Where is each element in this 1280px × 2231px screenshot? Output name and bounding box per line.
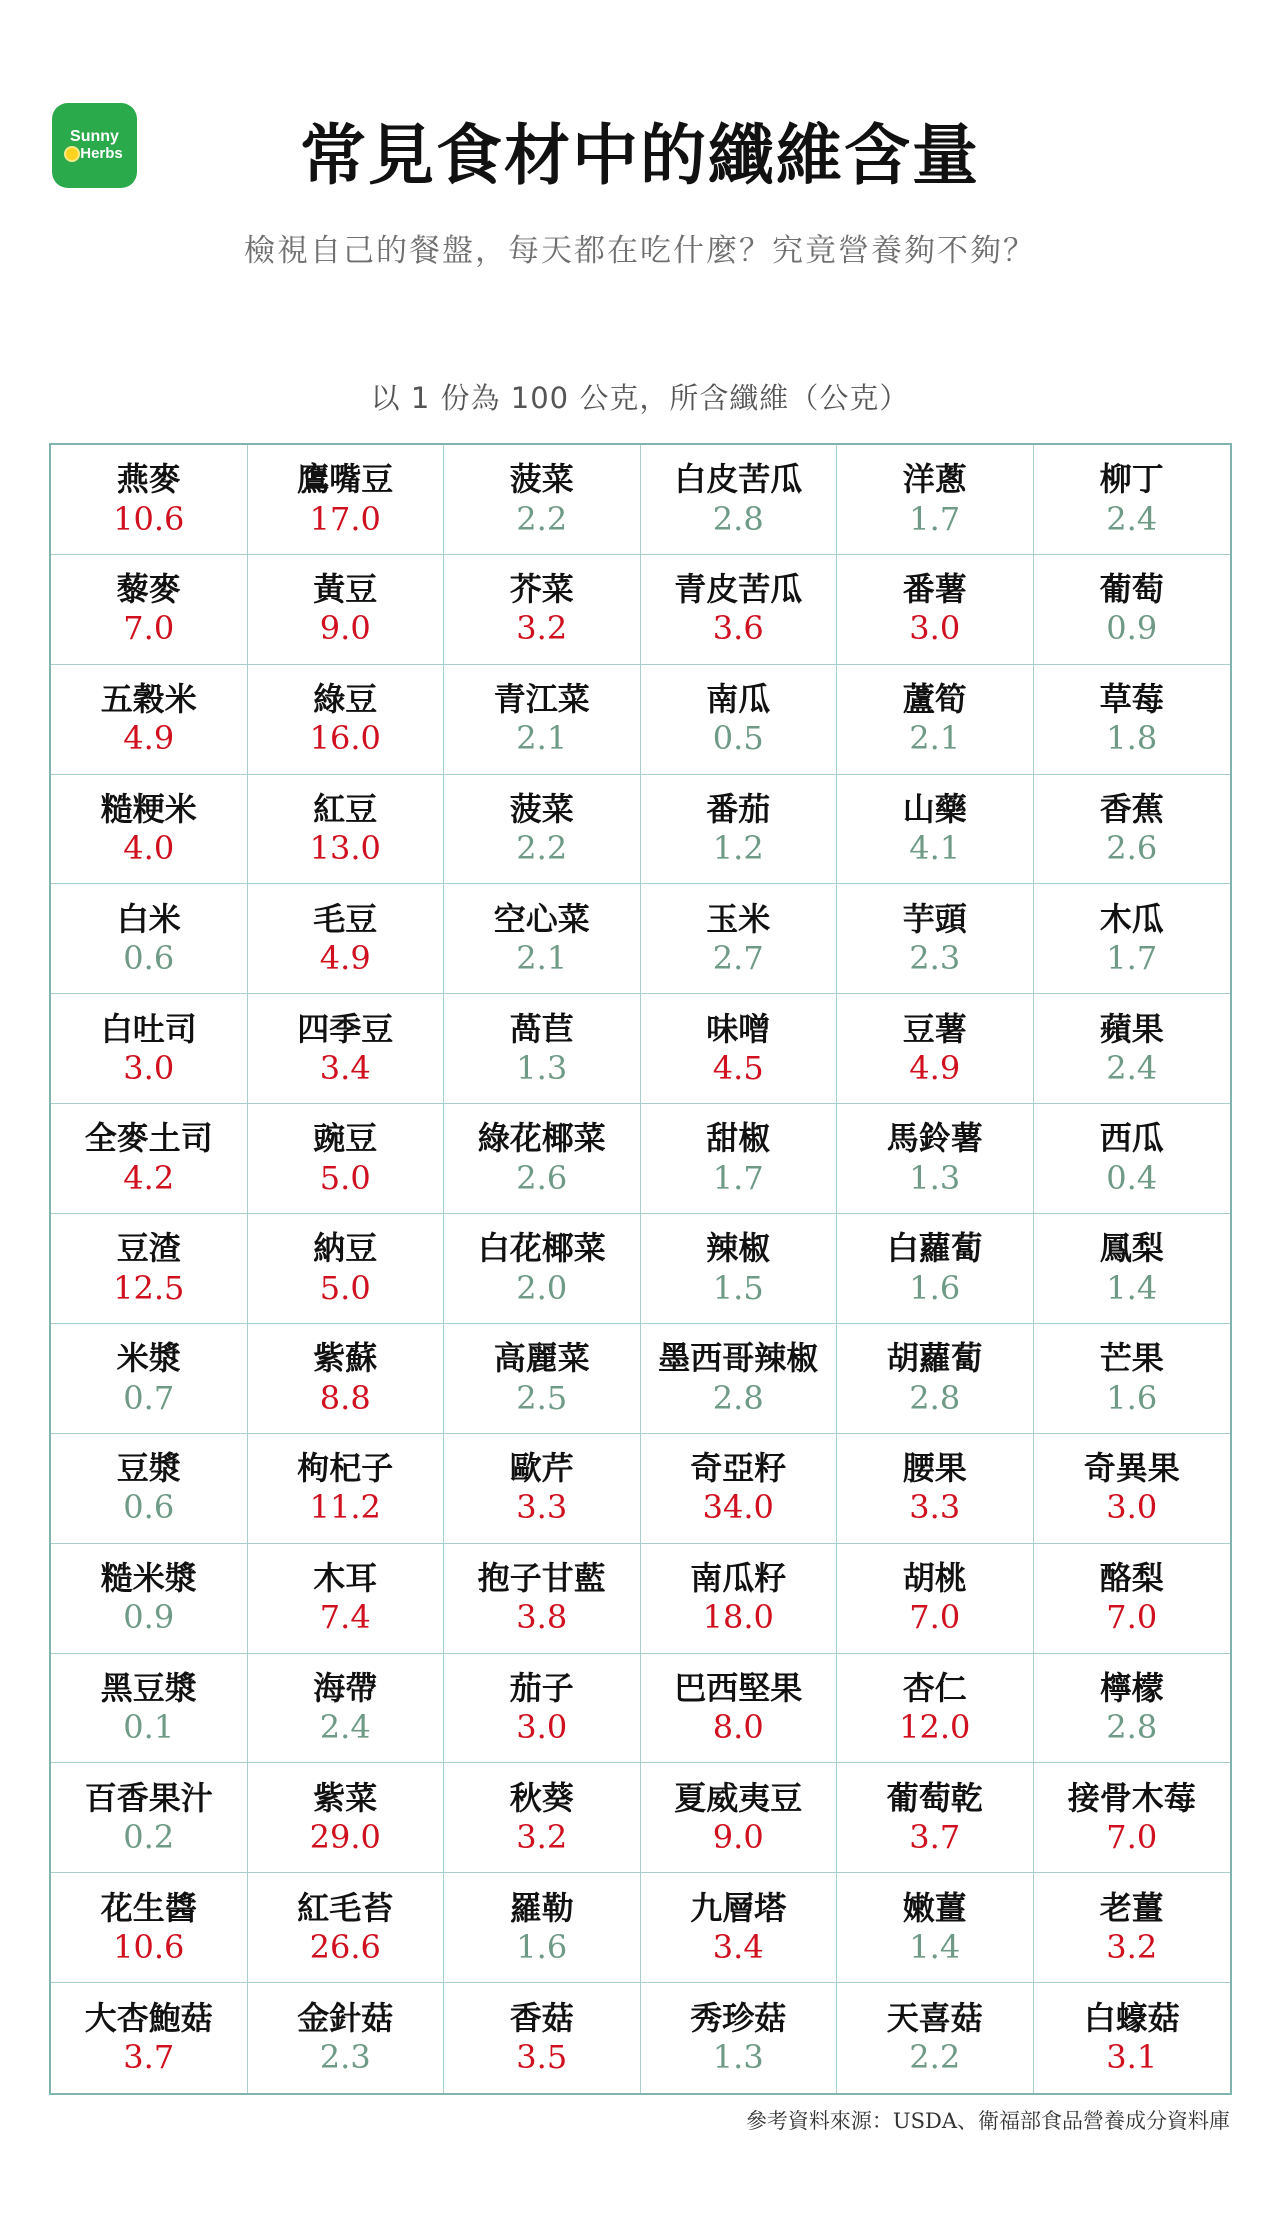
food-cell: [1034, 1654, 1231, 1764]
food-cell: [444, 884, 641, 994]
food-name: 菠菜: [509, 789, 574, 828]
food-name: 夏威夷豆: [674, 1778, 803, 1817]
food-name: 木瓜: [1099, 899, 1164, 938]
food-cell: [837, 665, 1034, 775]
food-cell: [248, 1544, 445, 1654]
food-cell: [641, 1104, 838, 1214]
food-name: 番薯: [902, 570, 967, 609]
fiber-value: 34.0: [702, 1488, 774, 1527]
food-cell: [51, 665, 248, 775]
fiber-value: 10.6: [113, 1927, 185, 1966]
food-cell: [1034, 1873, 1231, 1983]
fiber-value: 2.4: [1106, 1048, 1158, 1087]
food-name: 西瓜: [1099, 1119, 1164, 1158]
table-caption: 以 1 份為 100 公克，所含纖維（公克）: [370, 381, 910, 415]
fiber-table: [49, 443, 1232, 2095]
food-name: 草莓: [1099, 679, 1164, 718]
fiber-value: 3.1: [1106, 2038, 1158, 2077]
food-name: 豆薯: [902, 1009, 967, 1048]
fiber-value: 12.5: [113, 1268, 185, 1307]
fiber-value: 3.0: [1106, 1488, 1158, 1527]
food-name: 奇異果: [1083, 1449, 1180, 1488]
food-name: 白蘿蔔: [886, 1229, 983, 1268]
fiber-value: 3.3: [909, 1488, 961, 1527]
fiber-value: 5.0: [319, 1158, 371, 1197]
food-name: 香菇: [509, 1998, 574, 2037]
fiber-value: 4.2: [123, 1158, 175, 1197]
fiber-value: 0.6: [123, 939, 175, 978]
food-cell: [1034, 665, 1231, 775]
food-cell: [444, 1873, 641, 1983]
food-name: 白米: [116, 899, 181, 938]
food-cell: [1034, 1324, 1231, 1434]
fiber-value: 1.6: [1106, 1378, 1158, 1417]
fiber-value: 1.4: [909, 1927, 961, 1966]
fiber-value: 2.4: [319, 1708, 371, 1747]
food-name: 木耳: [313, 1558, 378, 1597]
food-cell: [444, 1104, 641, 1214]
fiber-value: 2.6: [516, 1158, 568, 1197]
food-name: 豆漿: [116, 1449, 181, 1488]
food-cell: [248, 1104, 445, 1214]
food-name: 白蠔菇: [1083, 1998, 1180, 2037]
food-name: 南瓜: [706, 679, 771, 718]
fiber-value: 4.9: [909, 1048, 961, 1087]
fiber-value: 1.3: [516, 1048, 568, 1087]
food-name: 檸檬: [1099, 1668, 1164, 1707]
food-cell: [51, 445, 248, 555]
food-cell: [837, 1983, 1034, 2093]
food-cell: [1034, 445, 1231, 555]
food-name: 抱子甘藍: [477, 1558, 606, 1597]
food-name: 萵苣: [509, 1009, 574, 1048]
food-name: 奇亞籽: [690, 1449, 787, 1488]
food-name: 老薑: [1099, 1888, 1164, 1927]
food-name: 五穀米: [100, 679, 197, 718]
food-cell: [444, 1763, 641, 1873]
food-cell: [641, 445, 838, 555]
food-cell: [444, 1324, 641, 1434]
food-cell: [641, 1983, 838, 2093]
food-cell: [51, 555, 248, 665]
food-name: 山藥: [902, 789, 967, 828]
food-cell: [248, 445, 445, 555]
fiber-value: 1.5: [712, 1268, 764, 1307]
fiber-value: 13.0: [309, 829, 381, 868]
fiber-value: 1.3: [909, 1158, 961, 1197]
fiber-value: 2.8: [712, 1378, 764, 1417]
fiber-value: 18.0: [702, 1598, 774, 1637]
food-cell: [444, 1983, 641, 2093]
food-name: 洋蔥: [902, 460, 967, 499]
fiber-value: 0.1: [123, 1708, 175, 1747]
food-name: 味噌: [706, 1009, 771, 1048]
food-cell: [51, 1983, 248, 2093]
fiber-value: 4.0: [123, 829, 175, 868]
food-cell: [641, 884, 838, 994]
food-cell: [1034, 994, 1231, 1104]
source-note: 參考資料來源：USDA、衛福部食品營養成分資料庫: [745, 2109, 1230, 2133]
food-name: 歐芹: [509, 1449, 574, 1488]
food-name: 紅豆: [313, 789, 378, 828]
fiber-value: 8.0: [712, 1708, 764, 1747]
fiber-value: 11.2: [309, 1488, 381, 1527]
page-subtitle: 檢視自己的餐盤，每天都在吃什麼？究竟營養夠不夠？: [244, 233, 1036, 269]
food-name: 南瓜籽: [690, 1558, 787, 1597]
food-name: 白皮苦瓜: [674, 460, 803, 499]
food-cell: [837, 1544, 1034, 1654]
food-name: 百香果汁: [84, 1778, 213, 1817]
food-name: 胡蘿蔔: [886, 1339, 983, 1378]
food-cell: [51, 1873, 248, 1983]
food-cell: [1034, 1434, 1231, 1544]
fiber-value: 1.3: [712, 2038, 764, 2077]
food-name: 金針菇: [297, 1998, 394, 2037]
food-cell: [641, 994, 838, 1104]
food-cell: [1034, 1214, 1231, 1324]
food-cell: [51, 884, 248, 994]
fiber-value: 3.7: [909, 1818, 961, 1857]
food-cell: [444, 445, 641, 555]
food-cell: [1034, 775, 1231, 885]
fiber-value: 0.9: [123, 1598, 175, 1637]
fiber-value: 3.6: [712, 609, 764, 648]
food-name: 酪梨: [1099, 1558, 1164, 1597]
food-name: 花生醬: [100, 1888, 197, 1927]
food-name: 天喜菇: [886, 1998, 983, 2037]
food-cell: [444, 665, 641, 775]
fiber-value: 7.0: [909, 1598, 961, 1637]
food-name: 青江菜: [493, 679, 590, 718]
fiber-value: 2.8: [909, 1378, 961, 1417]
food-cell: [248, 884, 445, 994]
food-name: 玉米: [706, 899, 771, 938]
fiber-value: 2.2: [909, 2038, 961, 2077]
food-name: 九層塔: [690, 1888, 787, 1927]
food-cell: [837, 1104, 1034, 1214]
fiber-value: 7.0: [123, 609, 175, 648]
fiber-value: 10.6: [113, 499, 185, 538]
fiber-value: 8.8: [319, 1378, 371, 1417]
food-name: 紫蘇: [313, 1339, 378, 1378]
food-name: 納豆: [313, 1229, 378, 1268]
food-cell: [837, 1434, 1034, 1544]
fiber-value: 2.3: [319, 2038, 371, 2077]
food-name: 白花椰菜: [477, 1229, 606, 1268]
food-name: 紫菜: [313, 1778, 378, 1817]
food-cell: [641, 1763, 838, 1873]
fiber-value: 0.2: [123, 1818, 175, 1857]
food-cell: [1034, 555, 1231, 665]
food-cell: [51, 1544, 248, 1654]
fiber-value: 2.1: [516, 939, 568, 978]
fiber-value: 0.4: [1106, 1158, 1158, 1197]
food-name: 馬鈴薯: [886, 1119, 983, 1158]
fiber-value: 3.7: [123, 2038, 175, 2077]
food-name: 燕麥: [116, 460, 181, 499]
food-cell: [641, 555, 838, 665]
food-name: 腰果: [902, 1449, 967, 1488]
food-name: 全麥土司: [84, 1119, 213, 1158]
food-cell: [837, 1763, 1034, 1873]
fiber-value: 2.7: [712, 939, 764, 978]
food-cell: [1034, 1763, 1231, 1873]
fiber-value: 3.4: [712, 1927, 764, 1966]
fiber-value: 1.7: [1106, 939, 1158, 978]
fiber-value: 7.0: [1106, 1818, 1158, 1857]
food-name: 綠豆: [313, 679, 378, 718]
food-cell: [641, 1544, 838, 1654]
food-cell: [837, 1324, 1034, 1434]
food-name: 空心菜: [493, 899, 590, 938]
fiber-value: 3.4: [319, 1048, 371, 1087]
food-cell: [248, 1434, 445, 1544]
food-cell: [51, 1214, 248, 1324]
food-cell: [1034, 1544, 1231, 1654]
fiber-value: 4.1: [909, 829, 961, 868]
food-cell: [641, 1324, 838, 1434]
food-name: 蘆筍: [902, 679, 967, 718]
food-name: 枸杞子: [297, 1449, 394, 1488]
logo-text-line2: Herbs: [80, 145, 123, 163]
food-cell: [248, 1324, 445, 1434]
food-name: 青皮苦瓜: [674, 570, 803, 609]
food-cell: [51, 1654, 248, 1764]
food-cell: [51, 1763, 248, 1873]
food-name: 高麗菜: [493, 1339, 590, 1378]
food-cell: [641, 1434, 838, 1544]
food-name: 白吐司: [100, 1009, 197, 1048]
food-cell: [444, 1654, 641, 1764]
food-cell: [837, 775, 1034, 885]
food-cell: [837, 884, 1034, 994]
fiber-value: 2.4: [1106, 499, 1158, 538]
food-name: 四季豆: [297, 1009, 394, 1048]
food-name: 豌豆: [313, 1119, 378, 1158]
food-name: 米漿: [116, 1339, 181, 1378]
food-cell: [641, 665, 838, 775]
fiber-value: 2.2: [516, 829, 568, 868]
fiber-value: 17.0: [309, 499, 381, 538]
fiber-value: 2.5: [516, 1378, 568, 1417]
food-name: 秋葵: [509, 1778, 574, 1817]
food-name: 菠菜: [509, 460, 574, 499]
food-name: 糙粳米: [100, 789, 197, 828]
food-name: 毛豆: [313, 899, 378, 938]
fiber-value: 2.6: [1106, 829, 1158, 868]
food-cell: [51, 1434, 248, 1544]
fiber-value: 1.7: [712, 1158, 764, 1197]
fiber-value: 7.0: [1106, 1598, 1158, 1637]
food-name: 甜椒: [706, 1119, 771, 1158]
fiber-value: 0.9: [1106, 609, 1158, 648]
fiber-value: 1.7: [909, 499, 961, 538]
food-name: 鷹嘴豆: [297, 460, 394, 499]
food-name: 胡桃: [902, 1558, 967, 1597]
food-cell: [641, 1214, 838, 1324]
food-name: 豆渣: [116, 1229, 181, 1268]
food-name: 鳳梨: [1099, 1229, 1164, 1268]
food-name: 芋頭: [902, 899, 967, 938]
fiber-value: 1.2: [712, 829, 764, 868]
food-cell: [444, 1434, 641, 1544]
fiber-value: 0.7: [123, 1378, 175, 1417]
food-cell: [837, 1214, 1034, 1324]
food-cell: [248, 1983, 445, 2093]
fiber-value: 3.2: [516, 609, 568, 648]
fiber-value: 3.0: [516, 1708, 568, 1747]
food-cell: [248, 665, 445, 775]
fiber-value: 1.4: [1106, 1268, 1158, 1307]
food-cell: [444, 775, 641, 885]
food-cell: [248, 555, 445, 665]
food-cell: [248, 1214, 445, 1324]
fiber-value: 29.0: [309, 1818, 381, 1857]
food-cell: [444, 555, 641, 665]
food-cell: [1034, 1983, 1231, 2093]
food-cell: [641, 1654, 838, 1764]
food-cell: [641, 1873, 838, 1983]
food-name: 柳丁: [1099, 460, 1164, 499]
food-name: 糙米漿: [100, 1558, 197, 1597]
fiber-value: 2.3: [909, 939, 961, 978]
fiber-value: 2.8: [1106, 1708, 1158, 1747]
fiber-value: 2.0: [516, 1268, 568, 1307]
food-name: 芥菜: [509, 570, 574, 609]
food-cell: [641, 775, 838, 885]
food-name: 香蕉: [1099, 789, 1164, 828]
fiber-value: 3.3: [516, 1488, 568, 1527]
food-cell: [837, 1654, 1034, 1764]
food-cell: [51, 1324, 248, 1434]
fiber-value: 1.6: [516, 1927, 568, 1966]
food-name: 綠花椰菜: [477, 1119, 606, 1158]
fiber-value: 9.0: [319, 609, 371, 648]
food-cell: [51, 775, 248, 885]
fiber-value: 3.0: [123, 1048, 175, 1087]
fiber-value: 5.0: [319, 1268, 371, 1307]
food-cell: [444, 1544, 641, 1654]
food-cell: [837, 1873, 1034, 1983]
food-cell: [248, 775, 445, 885]
page-title: 常見食材中的纖維含量: [300, 117, 980, 194]
food-name: 葡萄: [1099, 570, 1164, 609]
food-name: 接骨木莓: [1067, 1778, 1196, 1817]
food-cell: [248, 1763, 445, 1873]
food-name: 紅毛苔: [297, 1888, 394, 1927]
fiber-value: 26.6: [309, 1927, 381, 1966]
fiber-value: 9.0: [712, 1818, 764, 1857]
fiber-value: 2.2: [516, 499, 568, 538]
fiber-value: 3.0: [909, 609, 961, 648]
fiber-value: 7.4: [319, 1598, 371, 1637]
food-name: 番茄: [706, 789, 771, 828]
food-name: 杏仁: [902, 1668, 967, 1707]
food-cell: [837, 445, 1034, 555]
food-name: 黃豆: [313, 570, 378, 609]
food-name: 嫩薑: [902, 1888, 967, 1927]
fiber-value: 2.8: [712, 499, 764, 538]
food-name: 海帶: [313, 1668, 378, 1707]
food-name: 辣椒: [706, 1229, 771, 1268]
food-cell: [837, 994, 1034, 1104]
fiber-value: 0.6: [123, 1488, 175, 1527]
fiber-value: 3.2: [1106, 1927, 1158, 1966]
fiber-value: 4.9: [123, 719, 175, 758]
food-cell: [248, 1873, 445, 1983]
food-name: 秀珍菇: [690, 1998, 787, 2037]
food-name: 葡萄乾: [886, 1778, 983, 1817]
fiber-value: 2.1: [909, 719, 961, 758]
fiber-value: 0.5: [712, 719, 764, 758]
fiber-value: 3.8: [516, 1598, 568, 1637]
food-name: 茄子: [509, 1668, 574, 1707]
fiber-value: 3.5: [516, 2038, 568, 2077]
fiber-value: 16.0: [309, 719, 381, 758]
fiber-value: 12.0: [899, 1708, 971, 1747]
fiber-value: 3.2: [516, 1818, 568, 1857]
fiber-value: 1.8: [1106, 719, 1158, 758]
food-name: 芒果: [1099, 1339, 1164, 1378]
food-cell: [1034, 1104, 1231, 1214]
food-cell: [444, 994, 641, 1104]
food-cell: [248, 994, 445, 1104]
food-name: 大杏鮑菇: [84, 1998, 213, 2037]
logo-text-line1: Sunny: [70, 128, 119, 146]
fiber-value: 1.6: [909, 1268, 961, 1307]
food-cell: [1034, 884, 1231, 994]
fiber-value: 4.9: [319, 939, 371, 978]
food-cell: [837, 555, 1034, 665]
food-cell: [444, 1214, 641, 1324]
food-name: 藜麥: [116, 570, 181, 609]
fiber-value: 2.1: [516, 719, 568, 758]
fiber-value: 4.5: [712, 1048, 764, 1087]
food-cell: [51, 994, 248, 1104]
food-cell: [248, 1654, 445, 1764]
food-name: 墨西哥辣椒: [658, 1339, 819, 1378]
food-cell: [51, 1104, 248, 1214]
food-name: 羅勒: [509, 1888, 574, 1927]
food-name: 蘋果: [1099, 1009, 1164, 1048]
food-name: 黑豆漿: [100, 1668, 197, 1707]
food-name: 巴西堅果: [674, 1668, 803, 1707]
